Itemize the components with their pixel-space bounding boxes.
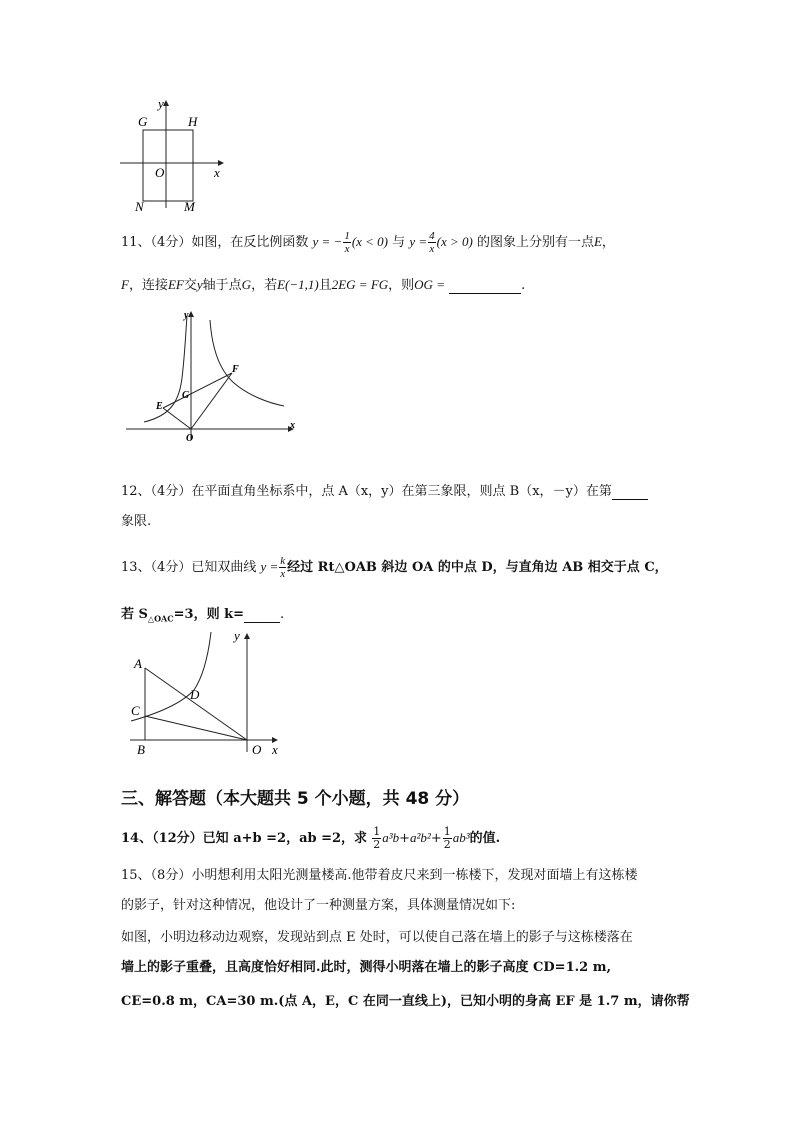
fig2-segment-EF (163, 373, 232, 408)
q14-term2: a²b² (410, 830, 431, 845)
fig1-label-x: x (214, 165, 220, 180)
q11-ask: OG = (414, 277, 445, 292)
fig2-segment-OE (163, 408, 191, 429)
q11-text7: 且 (318, 278, 332, 293)
q11-pt-E: E (593, 234, 602, 249)
fig3-label-C: C (131, 703, 140, 718)
q11-f1-cond: (x < 0) (351, 234, 389, 249)
fig3-curve (131, 632, 211, 721)
q14-prefix: 14、（12分）已知 a+b =2，ab =2，求 (121, 831, 368, 846)
figure-triangle (126, 628, 286, 756)
q11-text: 如图，在反比例函数 (191, 235, 309, 250)
fig1-label-y: y (158, 96, 164, 111)
q15-text3: 如图，小明边移动边观察，发现站到点 E 处时，可以使自己落在墙上的影子与这栋楼落在 (121, 930, 633, 945)
fig2-curve-right (210, 320, 284, 406)
q14-suffix: 的值. (469, 831, 501, 846)
q11-number: 11、 (121, 235, 151, 250)
fig2-label-x: x (290, 420, 295, 431)
fig3-segment-CO (145, 716, 247, 740)
fig3-label-y: y (234, 628, 240, 643)
q15-line1 (121, 864, 637, 883)
q11-cond-E: E(−1,1) (277, 277, 319, 292)
q15-line5 (121, 990, 690, 1009)
fig2-label-O: O (186, 433, 194, 444)
fig2-y-arrow (188, 311, 194, 317)
fig1-label-G: G (138, 114, 148, 129)
fig2-label-F: F (232, 364, 239, 375)
q11-f1-frac (343, 230, 351, 255)
fig1-label-N: N (135, 199, 144, 214)
q14-half-2-den: 2 (443, 838, 451, 851)
q15-text2: 的影子，针对这种情况，他设计了一种测量方案，具体测量情况如下: (121, 898, 516, 913)
fig2-segment-OF (191, 373, 232, 429)
q14-plus1: + (399, 831, 411, 846)
q14-half-1 (372, 826, 381, 851)
q13-text3: =3，则 k= (173, 607, 244, 622)
q12-text: 12、（4分）在平面直角坐标系中，点 A（x，y）在第三象限，则点 B（x，－y）在第 (121, 484, 612, 499)
q13-text: 经过 Rt△OAB 斜边 OA 的中点 D，与直角边 AB 相交于点 C， (287, 560, 668, 575)
q11-end: . (521, 278, 526, 293)
q11-f2-cond: (x > 0) (436, 234, 473, 249)
fig3-y-arrow (244, 633, 250, 639)
q11-line1 (121, 230, 615, 255)
q12-answer-blank[interactable] (612, 484, 648, 500)
q11-and: 与 (392, 235, 406, 250)
q14-half-1-den: 2 (373, 838, 381, 851)
q14-half-1-num: 1 (373, 825, 381, 838)
q13-f-num: k (280, 555, 286, 567)
q11-f1-num: 1 (344, 230, 350, 242)
fig2-label-E: E (156, 401, 163, 412)
q11-text6: ，若 (251, 278, 278, 293)
fig2-curve-left (144, 316, 187, 422)
q11-seg-EF: EF (167, 277, 184, 292)
q11-answer-blank[interactable] (449, 278, 521, 294)
q11-text3: ，连接 (128, 278, 168, 293)
q13-prefix: 13、（4分）已知双曲线 (121, 560, 257, 575)
q11-f2-num: 4 (429, 230, 435, 242)
q15-text4: 墙上的影子重叠，且高度恰好相同.此时，测得小明落在墙上的影子高度 CD=1.2 m, (121, 960, 611, 975)
q13-f-frac (279, 555, 286, 580)
fig2-label-G: G (182, 390, 190, 401)
q11-line2 (121, 274, 525, 294)
q14-term3: ab³ (452, 830, 470, 845)
q11-var-y: y (196, 277, 203, 292)
fig2-label-y: y (184, 310, 189, 321)
q11-pt-F: F (121, 277, 129, 292)
q11-cond-eq: 2EG = FG (331, 277, 389, 292)
q11-f1-den: x (344, 243, 350, 255)
q13-answer-blank[interactable] (244, 607, 280, 623)
figure-square (118, 96, 230, 216)
q12-line1 (121, 480, 648, 500)
q11-f1-lhs: y = − (312, 234, 343, 249)
q15-text1: 15、（8分）小明想利用太阳光测量楼高.他带着皮尺来到一栋楼下，发现对面墙上有这栋楼 (121, 868, 638, 883)
q11-points: （4分） (150, 235, 192, 250)
q11-text8: ，则 (388, 278, 415, 293)
q11-text2: 的图象上分别有一点 (476, 235, 594, 250)
q14-plus2: + (430, 831, 442, 846)
q11-comma: ， (601, 235, 615, 250)
q11-pt-G: G (241, 277, 252, 292)
fig1-label-H: H (188, 114, 198, 129)
q14-half-2-num: 1 (443, 825, 451, 838)
q15-line3 (121, 926, 633, 945)
q13-f-den: x (280, 568, 286, 580)
fig3-segment-AO (145, 668, 247, 740)
q13-text2: 若 S (121, 607, 148, 622)
fig3-label-B: B (137, 742, 145, 756)
q15-line2 (121, 894, 515, 913)
q15-text5: CE=0.8 m，CA=30 m.(点 A，E，C 在同一直线上)，已知小明的身高 EF 是 1.7 m，请你帮 (121, 994, 690, 1009)
section-heading: 三、解答题（本大题共 5 个小题，共 48 分） (121, 789, 470, 809)
q14-term1: a³b (382, 830, 400, 845)
q11-text5: 轴于点 (202, 278, 242, 293)
q13-line2 (121, 603, 284, 624)
q13-f-lhs: y = (260, 559, 279, 574)
fig1-label-M: M (184, 199, 195, 214)
q12-line2 (121, 510, 151, 529)
q13-end: . (280, 607, 285, 622)
q11-f2-frac (428, 230, 436, 255)
fig1-label-O: O (155, 165, 165, 180)
figure-hyperbola (124, 308, 302, 444)
fig3-label-x: x (272, 742, 278, 756)
q11-f2-den: x (429, 243, 435, 255)
q13-sub: △OAC (147, 613, 174, 624)
fig3-label-A: A (134, 656, 142, 671)
q11-text4: 交 (183, 278, 197, 293)
q13-line1 (121, 555, 668, 580)
q12-text2: 象限. (121, 514, 152, 529)
q15-line4 (121, 956, 611, 975)
q11-f2-lhs: y = (409, 234, 428, 249)
q14-half-2 (443, 826, 452, 851)
q14-line (121, 826, 500, 851)
fig3-label-D: D (190, 687, 200, 702)
fig3-label-O: O (252, 742, 262, 756)
